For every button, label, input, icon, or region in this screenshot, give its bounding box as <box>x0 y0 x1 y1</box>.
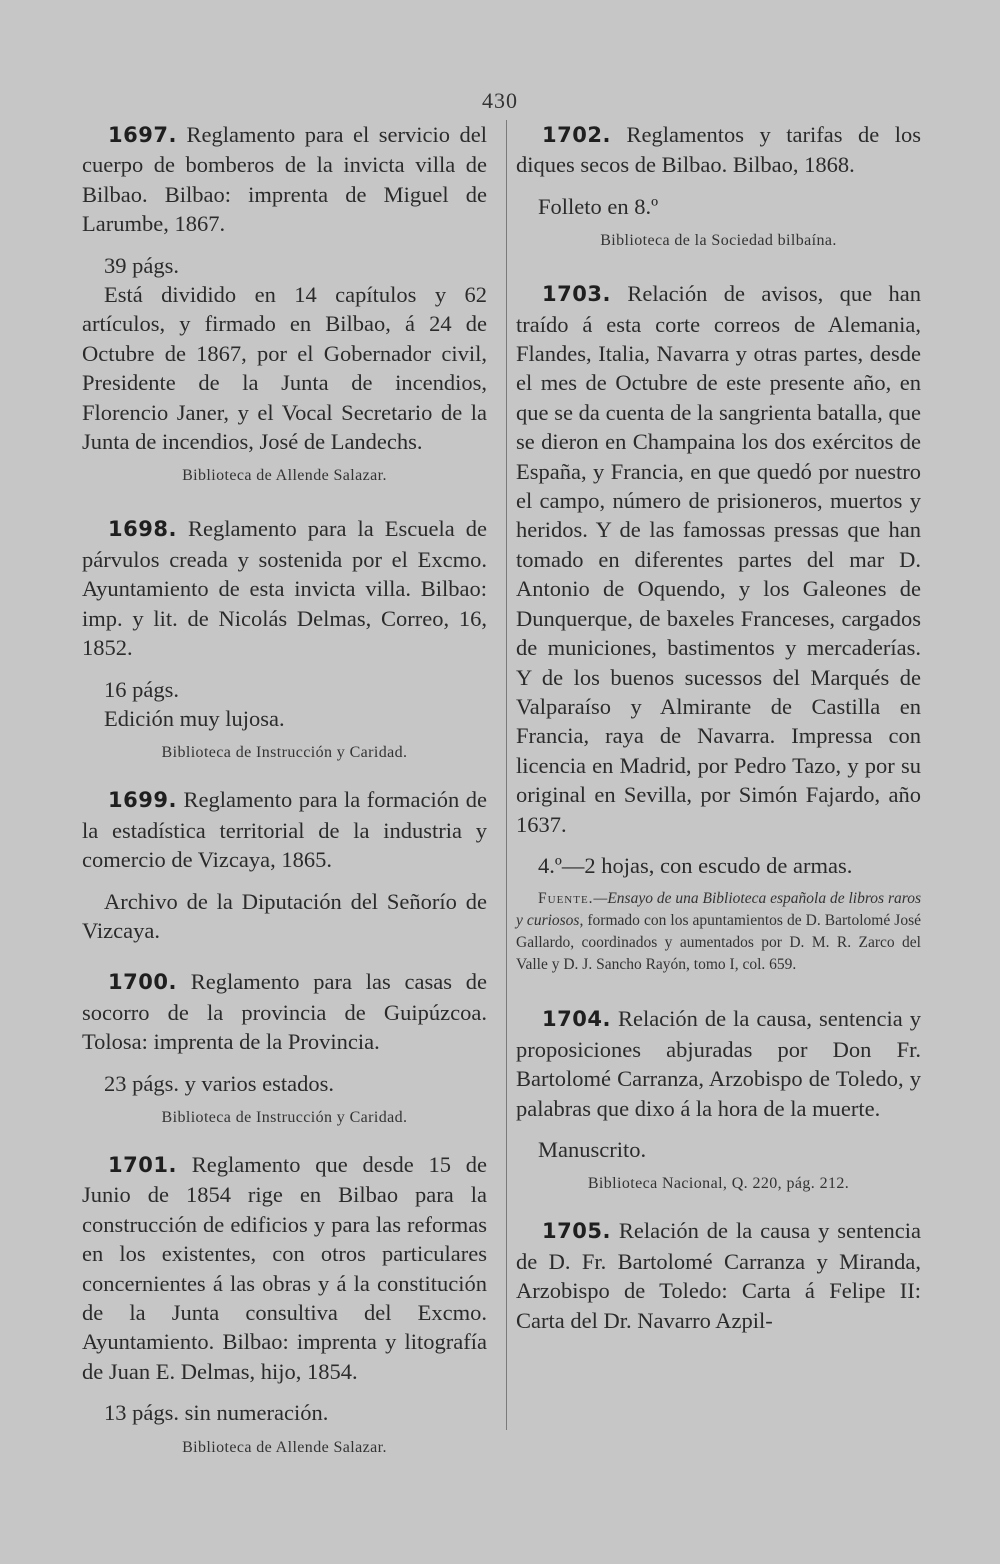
entry-1698 <box>82 514 487 763</box>
entry-text <box>516 120 921 180</box>
entry-1700 <box>82 967 487 1128</box>
entry-number: 1703. <box>542 282 611 307</box>
entry-1703 <box>516 279 921 976</box>
library-reference: Biblioteca de la Sociedad bilbaína. <box>600 232 837 250</box>
entry-note: Folleto en 8.º <box>538 193 659 219</box>
entry-note: 39 págs. <box>104 252 179 278</box>
entry-note: 4.º—2 hojas, con escudo de armas. <box>538 852 853 878</box>
library-reference: Biblioteca de Instrucción y Caridad. <box>161 744 408 762</box>
entry-title: Reglamento para la Escuela de párvulos creada y sostenida por el Excmo. Ayuntamiento de esta invicta villa. Bilbao: imp. y lit. de Nicolás Delmas, Correo, 16, 1852. <box>82 516 488 661</box>
entry-title: Reglamento para las casas de socorro de la provincia de Guipúzcoa. Tolosa: imprenta de la Provincia. <box>82 969 488 1055</box>
entry-number: 1701. <box>108 1152 177 1177</box>
column-divider <box>506 120 507 1430</box>
entry-text <box>516 1216 921 1335</box>
right-column <box>516 120 921 1335</box>
entry-1705 <box>516 1216 921 1335</box>
left-column <box>82 120 487 1458</box>
entry-number: 1700. <box>108 970 177 995</box>
entry-text <box>82 120 487 239</box>
entry-title: Relación de la causa y sentencia de D. Fr. Bartolomé Carranza y Miranda, Arzobispo de Toledo: Carta á Felipe II: Carta del Dr. Navarro Azpil- <box>516 1218 921 1333</box>
entry-note: 23 págs. y varios estados. <box>104 1070 334 1096</box>
entry-1701 <box>82 1150 487 1458</box>
library-reference: Biblioteca de Allende Salazar. <box>182 467 387 485</box>
source-label: Fuente. <box>538 890 594 908</box>
entry-1704 <box>516 1004 921 1194</box>
entry-note: Manuscrito. <box>538 1136 647 1162</box>
entry-text <box>82 1150 487 1386</box>
entry-note: 16 págs. <box>104 676 179 702</box>
entry-text <box>82 785 487 874</box>
entry-note: 13 págs. sin numeración. <box>104 1400 329 1426</box>
page-number: 430 <box>482 88 518 113</box>
entry-title: Reglamentos y tarifas de los diques secos de Bilbao. Bilbao, 1868. <box>516 122 921 178</box>
entry-title: Reglamento para la formación de la estadística territorial de la industria y comercio de Vizcaya, 1865. <box>82 787 488 873</box>
source-title: —Ensayo de una Biblioteca española de libros raros y curiosos, <box>516 890 921 930</box>
entry-note: Está dividido en 14 capítulos y 62 artículos, y firmado en Bilbao, á 24 de Octubre de 1867, por el Gobernador civil, Presidente de la Junta de incendios, Florencio Janer, y el Vocal Secretario de la Junta de incendios, José de Landechs. <box>82 282 487 455</box>
entry-title: Reglamento que desde 15 de Junio de 1854 rige en Bilbao para la construcción de edificios y para las reformas en los existentes, con otros particulares concernientes á las obras y á la constitución de la Junta consultiva del Excmo. Ayuntamiento. Bilbao: imprenta y litografía de Juan E. Delmas, hijo, 1854. <box>82 1151 487 1384</box>
entry-number: 1697. <box>108 123 177 147</box>
library-reference: Biblioteca de Allende Salazar. <box>182 1438 387 1456</box>
entry-title: Reglamento para el servicio del cuerpo de bomberos de la invicta villa de Bilbao. Bilbao: imprenta de Miguel de Larumbe, 1867. <box>82 122 488 237</box>
entry-1699 <box>82 785 487 945</box>
entry-number: 1705. <box>542 1219 611 1244</box>
entry-text <box>82 514 487 662</box>
entry-number: 1702. <box>542 123 611 147</box>
source-note <box>516 888 921 976</box>
entry-text <box>516 1004 921 1123</box>
library-reference: Biblioteca Nacional, Q. 220, pág. 212. <box>587 1175 850 1193</box>
entry-text <box>516 279 921 839</box>
entry-note: Archivo de la Diputación del Señorío de Vizcaya. <box>82 888 487 943</box>
entry-text <box>82 967 487 1056</box>
library-reference: Biblioteca de Instrucción y Caridad. <box>161 1108 408 1126</box>
entry-note: Edición muy lujosa. <box>104 705 285 731</box>
entry-number: 1704. <box>542 1007 611 1032</box>
entry-number: 1698. <box>108 517 177 542</box>
entry-title: Relación de avisos, que han traído á esta corte correos de Alemania, Flandes, Italia, Navarra y otras partes, desde el mes de Octubre de este presente año, en que se da cuenta de la sangrienta batalla, que se dieron en Champaina los dos exércitos de España, y Francia, en que quedó por nuestro el campo, número de prisioneros, muertos y heridos. Y de las famossas pressas que han tomado en diferentes partes del mar D. Antonio de Oquendo, y los Galeones de Dunquerque, de baxeles Franceses, cargados de municiones, bastimentos y mercaderías. Y de los buenos sucessos del Marqués de Valparaíso y Almirante de Castilla en Francia, raya de Navarra. Impressa con licencia en Madrid, por Pedro Tazo, y por su original en Sevilla, por Simón Fajardo, año 1637. <box>516 281 921 837</box>
source-detail: formado con los apuntamientos de D. Bartolomé José Gallardo, coordinados y aumentados por D. M. R. Zarco del Valle y D. J. Sancho Rayón, tomo I, col. 659. <box>516 912 921 974</box>
entry-1702 <box>516 120 921 251</box>
entry-1697 <box>82 120 487 486</box>
entry-number: 1699. <box>108 788 177 813</box>
entry-title: Relación de la causa, sentencia y proposiciones abjuradas por Don Fr. Bartolomé Carranza, Arzobispo de Toledo, y palabras que dixo á la hora de la muerte. <box>516 1006 921 1121</box>
